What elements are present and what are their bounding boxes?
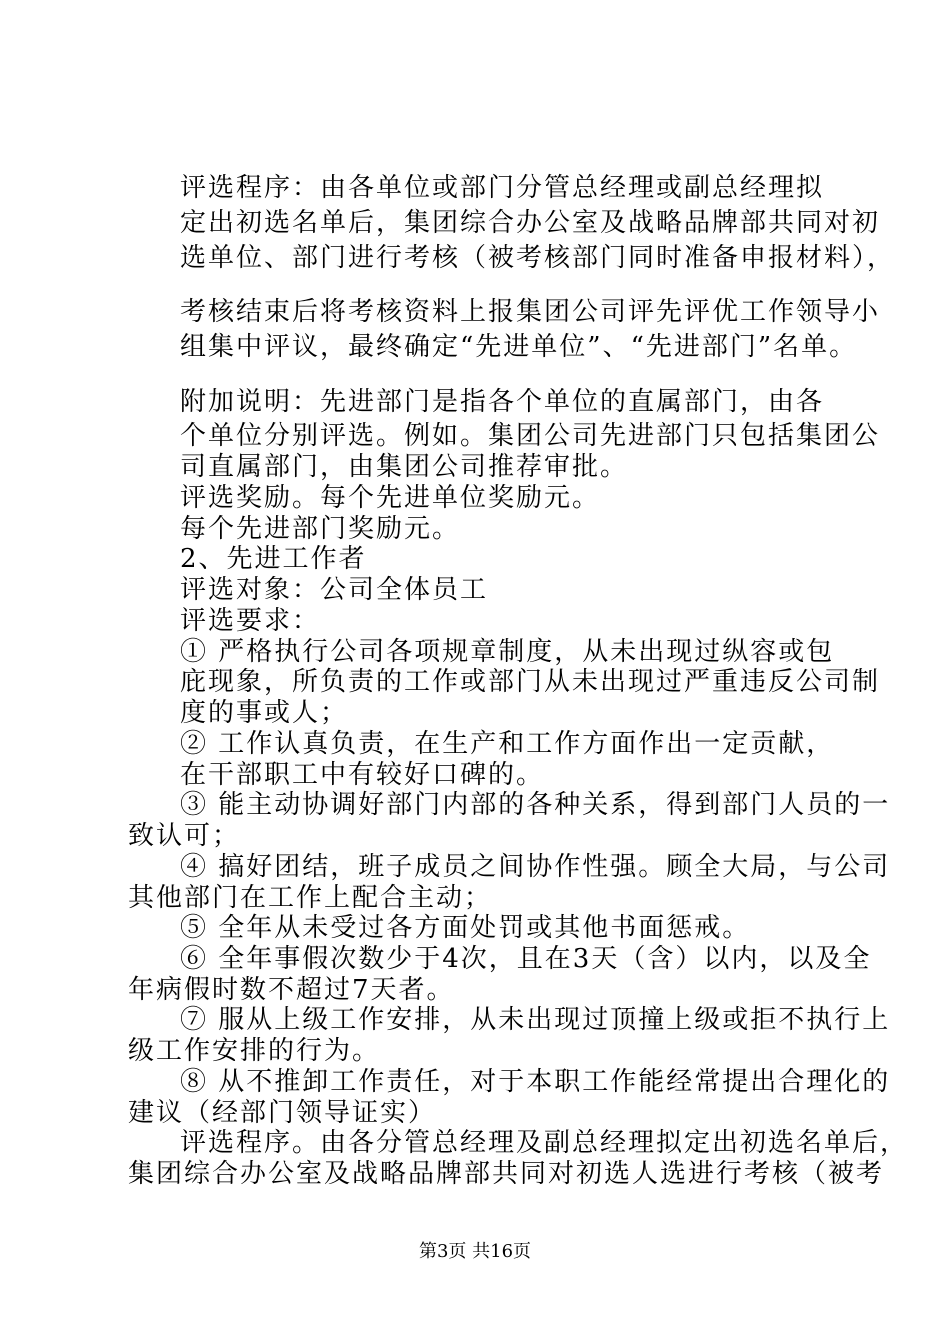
text-line: 每个先进部门奖励元。	[180, 514, 461, 544]
text-line: 个单位分别评选。例如。集团公司先进部门只包括集团公	[180, 421, 881, 451]
text-line: 建议（经部门领导证实）	[128, 1098, 437, 1128]
page-number: 第3页 共16页	[418, 1241, 532, 1262]
text-line: ⑦ 服从上级工作安排，从未出现过顶撞上级或拒不执行上	[180, 1005, 891, 1035]
text-line: 致认可；	[128, 821, 241, 851]
text-line: ⑧ 从不推卸工作责任，对于本职工作能经常提出合理化的	[180, 1067, 891, 1097]
text-line: 庇现象，所负责的工作或部门从未出现过严重违反公司制	[180, 667, 881, 697]
text-line: 定出初选名单后，集团综合办公室及战略品牌部共同对初	[180, 208, 881, 238]
text-line: 评选程序：由各单位或部门分管总经理或副总经理拟	[180, 173, 825, 203]
text-line: 评选对象：公司全体员工	[180, 575, 489, 605]
text-line: ① 严格执行公司各项规章制度，从未出现过纵容或包	[180, 637, 835, 667]
text-line: ③ 能主动协调好部门内部的各种关系，得到部门人员的一	[180, 790, 891, 820]
text-line: 年病假时数不超过7天者。	[128, 975, 455, 1005]
text-line: ④ 搞好团结，班子成员之间协作性强。顾全大局，与公司	[180, 852, 891, 882]
text-line: 附加说明：先进部门是指各个单位的直属部门，由各	[180, 387, 825, 417]
section-heading: 2、先进工作者	[180, 544, 367, 574]
text-line: 组集中评议，最终确定“先进单位”、“先进部门”名单。	[180, 332, 858, 362]
text-line: ② 工作认真负责，在生产和工作方面作出一定贡献，	[180, 729, 835, 759]
text-line: 评选奖励。每个先进单位奖励元。	[180, 483, 601, 513]
text-line: 选单位、部门进行考核（被考核部门同时准备申报材料），	[180, 243, 896, 273]
text-line: 在干部职工中有较好口碑的。	[180, 760, 545, 790]
text-line: 评选程序。由各分管总经理及副总经理拟定出初选名单后，	[180, 1128, 909, 1158]
text-line: ⑥ 全年事假次数少于4次，且在3天（含）以内，以及全	[180, 944, 872, 974]
text-line: ⑤ 全年从未受过各方面处罚或其他书面惩戒。	[180, 913, 751, 943]
text-line: 评选要求：	[180, 606, 321, 636]
text-line: 司直属部门，由集团公司推荐审批。	[180, 452, 629, 482]
text-line: 考核结束后将考核资料上报集团公司评先评优工作领导小	[180, 297, 881, 327]
text-line: 级工作安排的行为。	[128, 1036, 381, 1066]
text-line: 其他部门在工作上配合主动；	[128, 883, 493, 913]
text-line: 度的事或人；	[180, 698, 349, 728]
text-line: 集团综合办公室及战略品牌部共同对初选人选进行考核（被考	[128, 1159, 885, 1189]
